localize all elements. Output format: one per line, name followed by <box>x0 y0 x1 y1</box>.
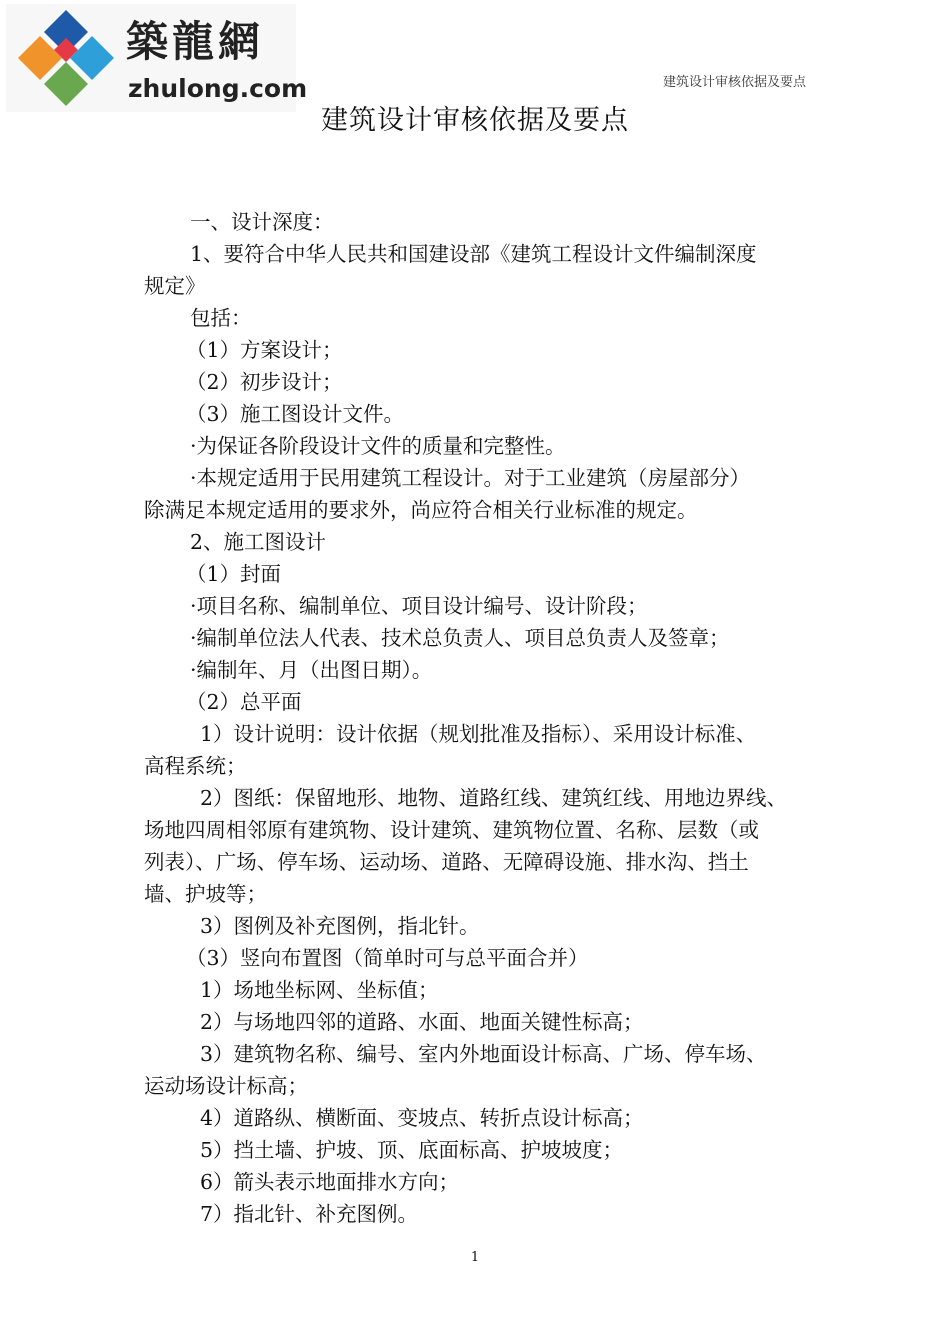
running-header: 建筑设计审核依据及要点 <box>662 75 806 90</box>
paragraph-line: 高程系统； <box>144 754 247 778</box>
list-item: 5）挡土墙、护坡、顶、底面标高、护坡坡度； <box>200 1138 624 1162</box>
list-item: （2）总平面 <box>186 690 302 714</box>
paragraph-line: 1、要符合中华人民共和国建设部《建筑工程设计文件编制深度 <box>190 242 757 266</box>
bullet-item: ·编制年、月（出图日期）。 <box>190 658 433 682</box>
list-item: 4）道路纵、横断面、变坡点、转折点设计标高； <box>200 1106 644 1130</box>
document-title: 建筑设计审核依据及要点 <box>321 105 629 136</box>
logo-emblem-icon <box>14 8 120 108</box>
subsection-heading: 2、施工图设计 <box>190 530 327 554</box>
paragraph-line: 运动场设计标高； <box>144 1074 308 1098</box>
paragraph-line: 包括： <box>190 306 252 330</box>
document-body <box>144 206 810 1230</box>
bullet-item: ·为保证各阶段设计文件的质量和完整性。 <box>190 434 566 458</box>
list-item: 2）图纸：保留地形、地物、道路红线、建筑红线、用地边界线、 <box>200 786 788 810</box>
page-number: 1 <box>470 1250 480 1265</box>
paragraph-line: 墙、护坡等； <box>144 882 267 906</box>
bullet-item: ·本规定适用于民用建筑工程设计。对于工业建筑（房屋部分） <box>190 466 751 490</box>
logo-chinese-text: 築龍網 <box>126 17 265 66</box>
section-heading: 一、设计深度： <box>190 210 334 234</box>
paragraph-line: 列表）、广场、停车场、运动场、道路、无障碍设施、排水沟、挡土 <box>144 850 749 874</box>
list-item: 7）指北针、补充图例。 <box>200 1202 419 1226</box>
list-item: （2）初步设计； <box>186 370 343 394</box>
list-item: （3）竖向布置图（简单时可与总平面合并） <box>186 946 589 970</box>
paragraph-line: 规定》 <box>144 274 206 298</box>
list-item: 6）箭头表示地面排水方向； <box>200 1170 460 1194</box>
list-item: （1）方案设计； <box>186 338 343 362</box>
list-item: 1）设计说明：设计依据（规划批准及指标）、采用设计标准、 <box>200 722 757 746</box>
list-item: 2）与场地四邻的道路、水面、地面关键性标高； <box>200 1010 644 1034</box>
list-item: （3）施工图设计文件。 <box>186 402 405 426</box>
list-item: 1）场地坐标网、坐标值； <box>200 978 439 1002</box>
zhulong-logo <box>6 4 308 112</box>
list-item: 3）图例及补充图例，指北针。 <box>200 914 480 938</box>
paragraph-line: 场地四周相邻原有建筑物、设计建筑、建筑物位置、名称、层数（或 <box>144 818 759 842</box>
bullet-item: ·编制单位法人代表、技术总负责人、项目总负责人及签章； <box>190 626 730 650</box>
logo-domain-text: zhulong.com <box>128 74 308 103</box>
bullet-item: ·项目名称、编制单位、项目设计编号、设计阶段； <box>190 594 648 618</box>
list-item: （1）封面 <box>186 562 282 586</box>
paragraph-line: 除满足本规定适用的要求外，尚应符合相关行业标准的规定。 <box>144 498 698 522</box>
list-item: 3）建筑物名称、编号、室内外地面设计标高、广场、停车场、 <box>200 1042 767 1066</box>
